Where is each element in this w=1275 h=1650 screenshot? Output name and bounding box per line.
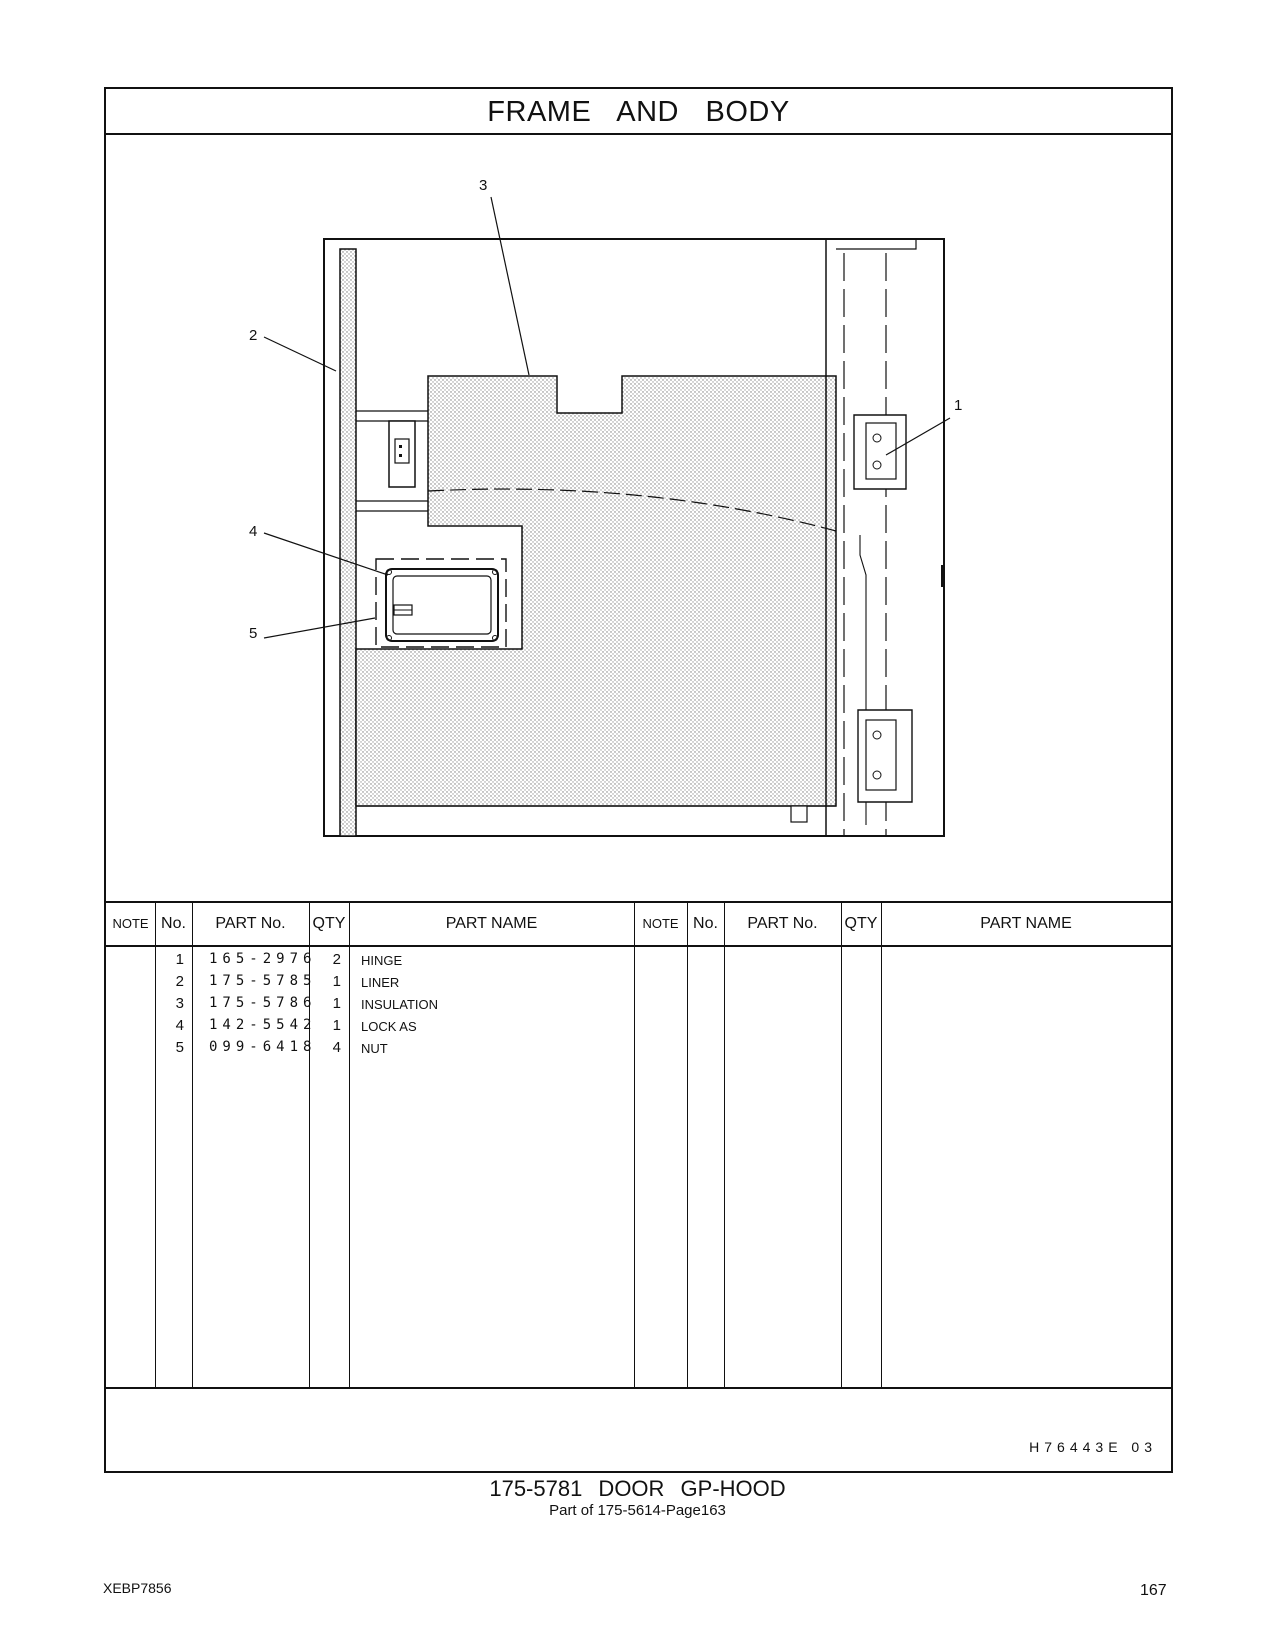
quantity: 1 — [332, 973, 341, 990]
illustration-code: H76443E 03 — [1029, 1439, 1157, 1455]
part-name: LOCK AS — [361, 1019, 417, 1034]
table-row — [106, 995, 1171, 1017]
callout-3: 3 — [479, 177, 488, 194]
exploded-diagram — [106, 135, 1171, 901]
item-no: 2 — [175, 973, 184, 990]
callout-4: 4 — [249, 523, 258, 540]
assembly-caption: 175-5781 DOOR GP-HOOD — [489, 1476, 786, 1501]
header-part-no: PART No. — [215, 915, 286, 932]
item-no: 1 — [175, 951, 184, 968]
part-name: LINER — [361, 975, 400, 990]
quantity: 4 — [332, 1039, 341, 1056]
callout-2: 2 — [249, 327, 258, 344]
quantity: 2 — [332, 951, 341, 968]
header-qty-2: QTY — [844, 915, 878, 932]
quantity: 1 — [332, 995, 341, 1012]
header-note: NOTE — [112, 916, 149, 931]
door-illustration — [106, 135, 1175, 901]
header-note-2: NOTE — [642, 916, 679, 931]
part-name: INSULATION — [361, 997, 439, 1012]
parts-table-header — [106, 901, 1171, 947]
part-number: 175-5785 — [209, 973, 317, 989]
assembly-subcaption: Part of 175-5614-Page163 — [549, 1502, 726, 1519]
parts-page-frame — [104, 87, 1173, 1473]
header-qty: QTY — [312, 915, 346, 932]
section-title: FRAME AND BODY — [106, 89, 1171, 135]
part-number: 175-5786 — [209, 995, 317, 1011]
part-number: 142-5542 — [209, 1017, 317, 1033]
part-number: 099-6418 — [209, 1039, 317, 1055]
header-part-no-2: PART No. — [747, 915, 818, 932]
table-bottom-rule — [106, 1387, 1171, 1389]
table-row — [106, 1017, 1171, 1039]
header-part-name-2: PART NAME — [980, 915, 1072, 932]
part-name: HINGE — [361, 953, 403, 968]
header-no: No. — [161, 915, 186, 932]
table-row — [106, 973, 1171, 995]
document-id: XEBP7856 — [103, 1580, 172, 1596]
part-name: NUT — [361, 1041, 388, 1056]
item-no: 3 — [175, 995, 184, 1012]
header-no-2: No. — [693, 915, 718, 932]
page-number: 167 — [1140, 1582, 1167, 1599]
table-row — [106, 1039, 1171, 1061]
table-row — [106, 951, 1171, 973]
quantity: 1 — [332, 1017, 341, 1034]
callout-1: 1 — [954, 397, 963, 414]
part-number: 165-2976 — [209, 951, 317, 967]
item-no: 5 — [175, 1039, 184, 1056]
callout-5: 5 — [249, 625, 258, 642]
header-part-name: PART NAME — [445, 915, 538, 932]
item-no: 4 — [175, 1017, 184, 1034]
